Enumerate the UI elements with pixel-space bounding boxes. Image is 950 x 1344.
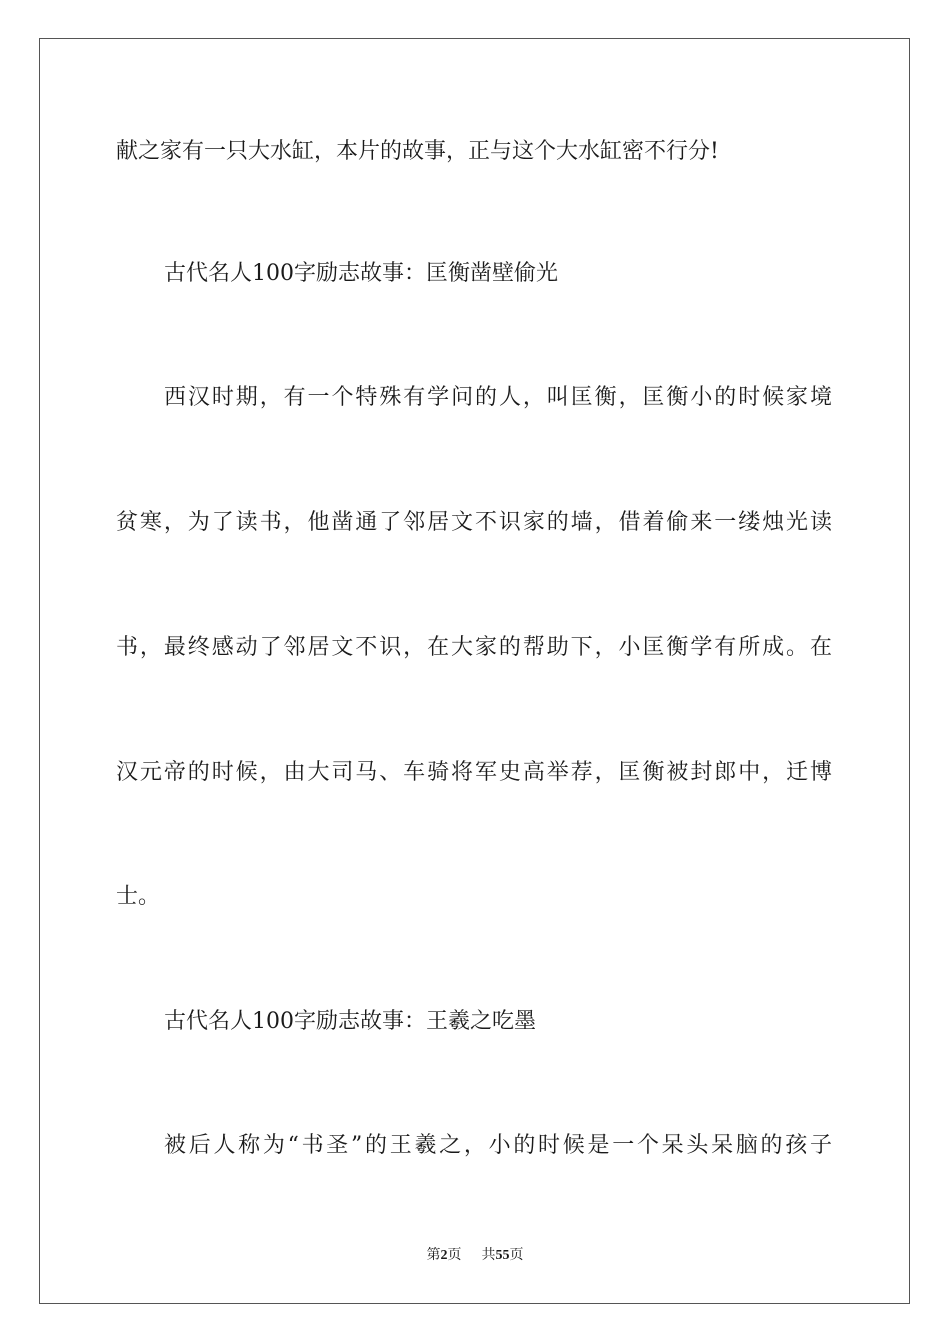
total-pages: 55 — [495, 1248, 510, 1263]
section-heading-kuang-heng: 古代名人100字励志故事：匡衡凿壁偷光 — [164, 261, 558, 286]
text-line-7: 士。 — [116, 884, 161, 909]
page-border — [39, 38, 910, 1304]
text-line-3: 西汉时期，有一个特殊有学问的人，叫匡衡，匡衡小的时候家境 — [164, 385, 832, 410]
text-line-4: 贫寒，为了读书，他凿通了邻居文不识家的墙，借着偷来一缕烛光读 — [116, 510, 832, 535]
total-suffix: 页 — [509, 1247, 524, 1263]
text-line-5: 书，最终感动了邻居文不识，在大家的帮助下，小匡衡学有所成。在 — [116, 635, 832, 660]
page-prefix: 第 — [426, 1247, 441, 1263]
page-number: 2 — [440, 1248, 448, 1263]
text-line-6: 汉元帝的时候，由大司马、车骑将军史高举荐，匡衡被封郎中，迁博 — [116, 760, 832, 785]
text-line-9: 被后人称为“书圣”的王羲之，小的时候是一个呆头呆脑的孩子 — [164, 1133, 832, 1158]
total-prefix: 共 — [481, 1247, 496, 1263]
page-suffix: 页 — [447, 1247, 462, 1263]
section-heading-wang-xizhi: 古代名人100字励志故事：王羲之吃墨 — [164, 1009, 536, 1034]
page-footer — [0, 1246, 950, 1265]
text-line-1: 献之家有一只大水缸，本片的故事，正与这个大水缸密不行分! — [116, 139, 719, 164]
